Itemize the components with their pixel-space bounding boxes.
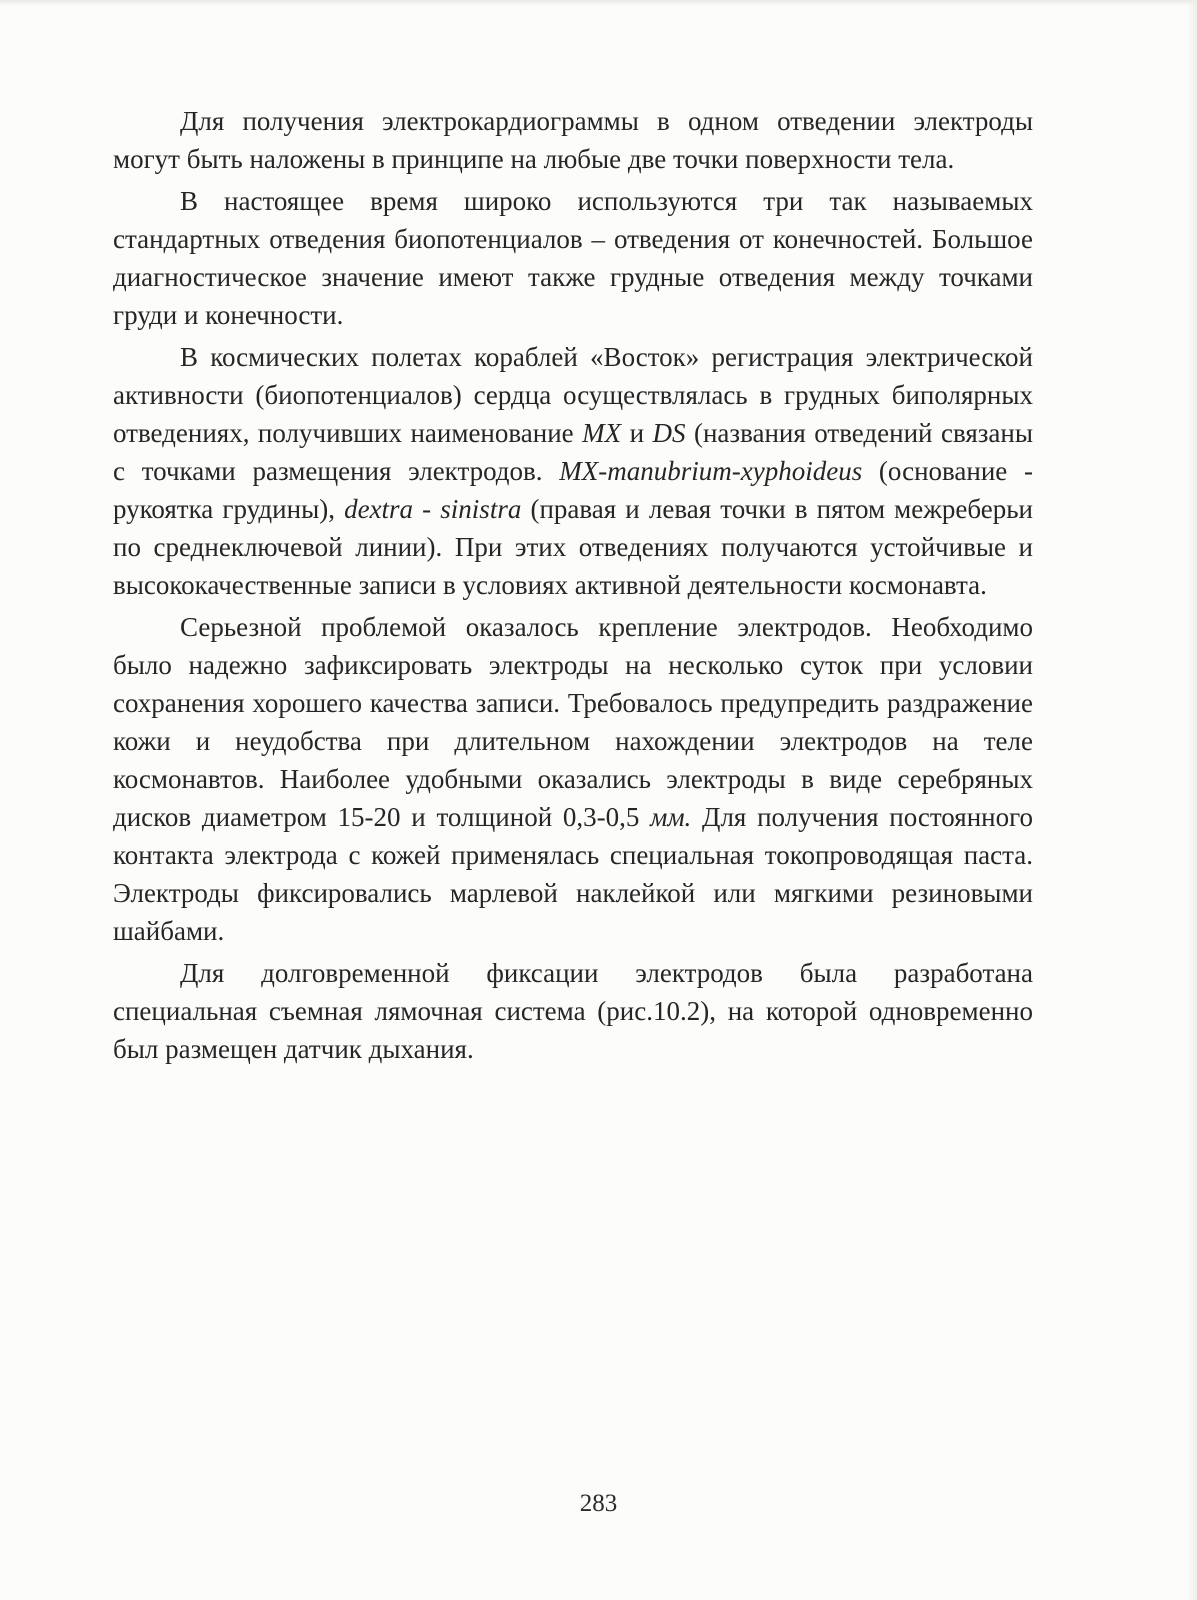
paragraph-text: (основание - рукоятка грудины),	[113, 456, 1033, 524]
paragraph-text: В космических полетах кораблей «Восток» регистрация электрической активности (биопотенциалов) сердца осуществлялась в грудных биполярных отведениях, получивших наименование	[113, 342, 1033, 448]
scan-edge-right	[1187, 0, 1197, 1600]
latin-term-mx: MX-manubrium-xyphoideus	[559, 456, 863, 486]
paragraph-text: (названия отведений связаны с точками размещения электродов.	[113, 418, 1033, 486]
unit-mm: мм.	[650, 802, 692, 832]
lead-name-ds: DS	[652, 418, 686, 448]
page-number: 283	[579, 1490, 618, 1517]
paragraph-text: В настоящее время широко используются три так называемых стандартных отведения биопотенциалов – отведения от конечностей. Большое диагностическое значение имеют также грудные отведения между точками груди и конечности.	[113, 186, 1033, 330]
paragraph-1	[113, 102, 1033, 178]
paragraph-text: (правая и левая точки в пятом межреберьи по среднеключевой линии). При этих отведениях получаются устойчивые и высококачественные записи в условиях активной деятельности космонавта.	[113, 494, 1033, 600]
paragraph-5	[113, 954, 1033, 1068]
lead-name-mx: MX	[582, 418, 622, 448]
latin-term-ds: dextra - sinistra	[344, 494, 522, 524]
paragraph-text: Для долговременной фиксации электродов была разработана специальная съемная лямочная система (рис.10.2), на которой одновременно был размещен датчик дыхания.	[113, 958, 1033, 1064]
paragraph-text: Серьезной проблемой оказалось крепление электродов. Необходимо было надежно зафиксировать электроды на несколько суток при условии сохранения хорошего качества записи. Требовалось предупредить раздражение кожи и неудобства при длительном нахождении электродов на теле космонавтов. Наиболее удобными оказались электроды в виде серебряных дисков диаметром 15-20 и толщиной 0,3-0,5	[113, 612, 1033, 832]
paragraph-3	[113, 338, 1033, 604]
paragraph-text: Для получения электрокардиограммы в одном отведении электроды могут быть наложены в принципе на любые две точки поверхности тела.	[113, 106, 1033, 174]
paragraph-4	[113, 608, 1033, 950]
paragraph-text: и	[621, 418, 653, 448]
paragraph-text: Для получения постоянного контакта электрода с кожей применялась специальная токопроводящая паста. Электроды фиксировались марлевой наклейкой или мягкими резиновыми шайбами.	[113, 802, 1033, 946]
scan-edge-top	[0, 0, 1197, 6]
body-text	[113, 102, 1033, 1068]
paragraph-2	[113, 182, 1033, 334]
